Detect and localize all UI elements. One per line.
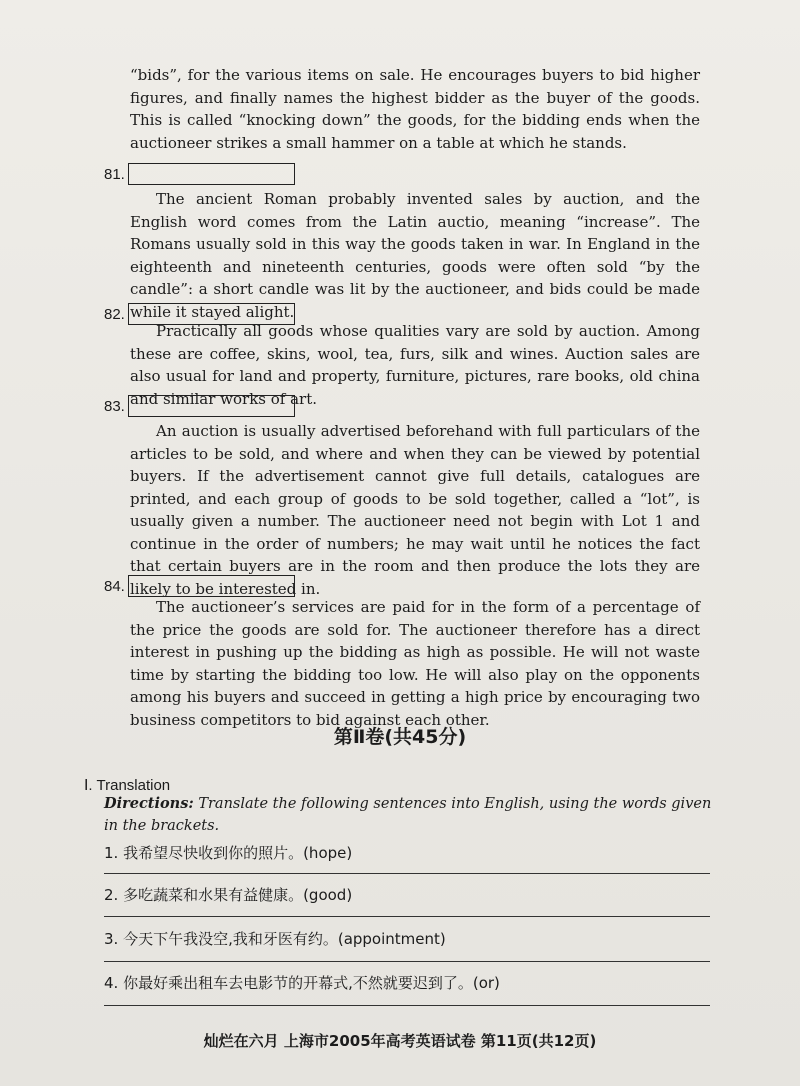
question-number-84: 84. xyxy=(104,578,125,595)
question-number-82: 82. xyxy=(104,306,125,323)
translation-item-2: 2. 多吃蔬菜和水果有益健康。(good) xyxy=(104,886,353,904)
question-number-81: 81. xyxy=(104,166,125,183)
passage-paragraph-2: The ancient Roman probably invented sales by auction, and the English word comes from the Latin auctio, meaning “increase”. The Romans usually sold in this way the goods taken in war. In England in the eighteenth and nineteenth centuries, goods were often sold “by the candle”: a short candle was lit by the auctioneer, and bids could be made while it stayed alight. xyxy=(130,190,700,321)
passage-paragraph-5: The auctioneer’s services are paid for in the form of a percentage of the price the goods are sold for. The auctioneer therefore has a direct interest in pushing up the bidding as high as possible. He will not waste time by starting the bidding too low. He will also play on the opponents among his buyers and succeed in getting a high price by encouraging two business competitors to bid against each other. xyxy=(130,598,700,729)
passage-paragraph-3: Practically all goods whose qualities vary are sold by auction. Among these are coffee, skins, wool, tea, furs, silk and wines. Auction sales are also usual for land and property, furniture, pictures, rare books, old china and similar works of art. xyxy=(130,322,700,408)
question-number-83: 83. xyxy=(104,398,125,415)
answer-line-3[interactable] xyxy=(104,961,710,962)
part-title: Translation xyxy=(96,777,171,794)
answer-line-2[interactable] xyxy=(104,916,710,917)
answer-box-83[interactable] xyxy=(128,395,295,417)
passage-paragraph-1: “bids”, for the various items on sale. He encourages buyers to bid higher figures, and finally names the highest bidder as the buyer of the goods. This is called “knocking down” the goods, for the bidding ends when the auctioneer strikes a small hammer on a table at which he stands. xyxy=(130,66,700,152)
part-numeral: Ⅰ. xyxy=(84,777,93,794)
answer-box-81[interactable] xyxy=(128,163,295,185)
section-title: 第Ⅱ卷(共45分) xyxy=(333,726,467,748)
page-footer: 灿烂在六月 上海市2005年高考英语试卷 第11页(共12页) xyxy=(203,1032,597,1050)
part-heading xyxy=(84,776,170,794)
directions xyxy=(104,793,714,837)
answer-box-84[interactable] xyxy=(128,575,295,597)
translation-item-1: 1. 我希望尽快收到你的照片。(hope) xyxy=(104,844,353,862)
directions-text: Translate the following sentences into English, using the words given in the brackets. xyxy=(104,796,712,834)
directions-label: Directions: xyxy=(104,795,194,812)
translation-item-3: 3. 今天下午我没空,我和牙医有约。(appointment) xyxy=(104,930,446,948)
answer-line-4[interactable] xyxy=(104,1005,710,1006)
translation-item-4: 4. 你最好乘出租车去电影节的开幕式,不然就要迟到了。(or) xyxy=(104,974,500,992)
answer-line-1[interactable] xyxy=(104,873,710,874)
passage-paragraph-4: An auction is usually advertised beforehand with full particulars of the articles to be sold, and where and when they can be viewed by potential buyers. If the advertisement cannot give full details, catalogues are printed, and each group of goods to be sold together, called a “lot”, is usually given a number. The auctioneer need not begin with Lot 1 and continue in the order of numbers; he may wait until he notices the fact that certain buyers are in the room and then produce the lots they are likely to be interested in. xyxy=(130,422,700,598)
